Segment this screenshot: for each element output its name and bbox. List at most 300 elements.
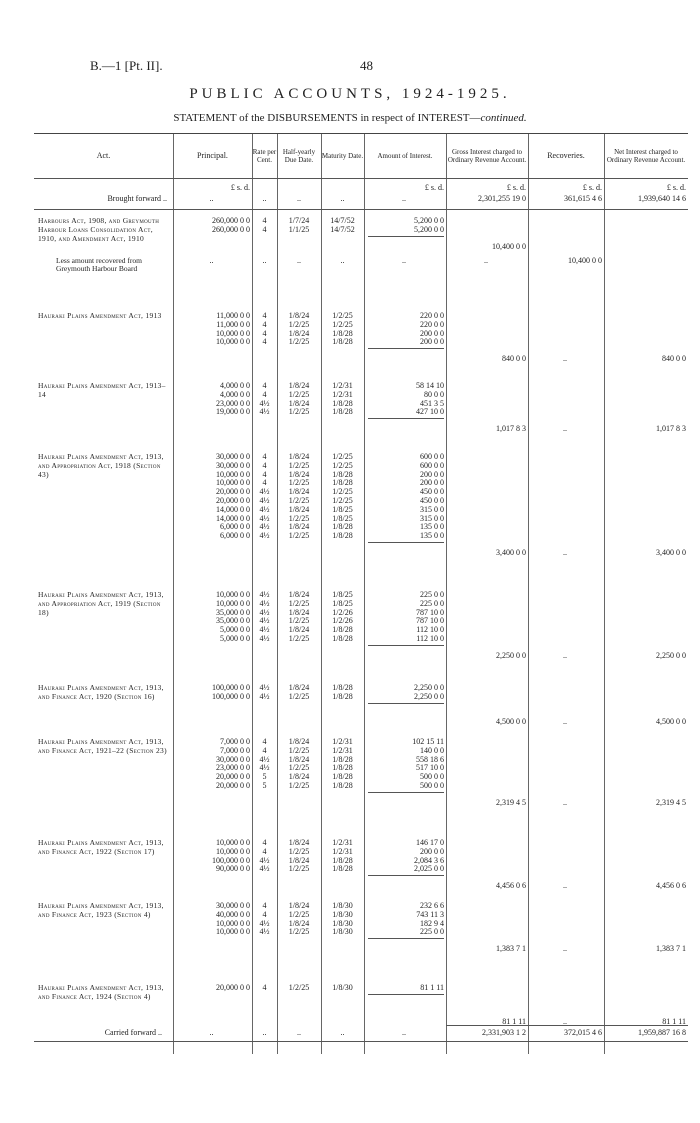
due-date-cell: 1/2/25 <box>288 598 310 608</box>
due-date-cell: 1/8/24 <box>288 504 310 514</box>
principal-cell: 30,000 0 0 <box>216 754 250 764</box>
act-title: Hauraki Plains Amendment Act, 1913–14 <box>38 381 166 399</box>
due-date-cell: 1/8/24 <box>288 918 310 928</box>
page-reference: B.—1 [Pt. II]. <box>90 58 163 73</box>
principal-cell: 20,000 0 0 <box>216 781 250 790</box>
amount-cell: 225 0 0 <box>420 590 444 599</box>
amount-cell: 232 6 6 <box>420 901 444 910</box>
subtotal-rule <box>368 236 444 237</box>
group-gross: 10,400 0 0 <box>492 241 526 251</box>
principal-cell: 7,000 0 0 <box>220 745 250 755</box>
group-recoveries: .. <box>563 650 567 660</box>
brought-forward-rule <box>34 209 688 210</box>
rate-cell: 4½ <box>259 598 270 608</box>
principal-cell: 100,000 0 0 <box>212 691 250 701</box>
maturity-date-cell: 14/7/52 <box>330 224 355 234</box>
placeholder-dots: .. <box>340 194 345 203</box>
col-header-recoveries: Recoveries. <box>547 151 585 160</box>
subtotal-rule <box>368 418 444 419</box>
amount-cell: 200 0 0 <box>420 478 444 488</box>
carried-forward-net: 1,959,887 16 8 <box>638 1028 686 1037</box>
table-bottom-rule <box>34 1041 688 1042</box>
due-date-cell: 1/8/24 <box>288 754 310 764</box>
group-net: 3,400 0 0 <box>656 548 686 557</box>
maturity-date-cell: 1/2/26 <box>332 616 353 626</box>
due-date-cell: 1/2/25 <box>288 513 310 523</box>
rate-cell: 4½ <box>259 634 270 643</box>
group-net: 2,319 4 5 <box>656 797 686 807</box>
principal-cell: 7,000 0 0 <box>220 737 250 746</box>
amount-cell: 450 0 0 <box>420 487 444 497</box>
principal-cell: 10,000 0 0 <box>216 469 250 479</box>
due-date-cell: 1/7/24 <box>288 216 310 225</box>
principal-cell: 19,000 0 0 <box>216 407 250 417</box>
amount-cell: 225 0 0 <box>420 598 444 608</box>
subtotal-rule <box>368 542 444 543</box>
rate-cell: 4 <box>262 460 267 470</box>
principal-cell: 40,000 0 0 <box>216 909 250 919</box>
placeholder-dots: .. <box>402 255 406 265</box>
rate-cell: 5 <box>262 781 267 790</box>
principal-cell: 260,000 0 0 <box>212 224 250 234</box>
principal-cell: 10,000 0 0 <box>216 337 250 347</box>
amount-cell: 500 0 0 <box>420 781 444 790</box>
amount-cell: 450 0 0 <box>420 496 444 505</box>
group-gross: 1,017 8 3 <box>496 424 526 434</box>
amount-cell: 182 9 4 <box>420 918 444 928</box>
page-title: PUBLIC ACCOUNTS, 1924-1925. <box>189 86 511 102</box>
brought-forward-recoveries: 361,615 4 6 <box>564 194 602 203</box>
placeholder-dots: .. <box>297 194 301 203</box>
rate-cell: 4 <box>262 381 267 390</box>
placeholder-dots: .. <box>209 1028 214 1037</box>
rate-cell: 4½ <box>259 754 270 764</box>
col-header-principal: Principal. <box>197 151 228 160</box>
rate-cell: 4½ <box>259 607 270 617</box>
amount-cell: 5,200 0 0 <box>414 224 444 234</box>
group-net: 4,456 0 6 <box>656 881 686 891</box>
amount-cell: 81 1 11 <box>420 983 444 992</box>
due-date-cell: 1/2/25 <box>288 745 310 755</box>
amount-cell: 80 0 0 <box>424 389 444 399</box>
brought-forward-gross: 2,301,255 19 0 <box>478 194 526 203</box>
principal-cell: 4,000 0 0 <box>220 389 250 399</box>
due-date-cell: 1/8/24 <box>288 901 310 910</box>
principal-cell: 20,000 0 0 <box>216 487 250 497</box>
due-date-cell: 1/2/25 <box>288 531 310 541</box>
act-title: Hauraki Plains Amendment Act, 1913 <box>38 311 162 320</box>
maturity-date-cell: 1/8/28 <box>332 407 353 417</box>
maturity-date-cell: 1/2/25 <box>332 460 353 470</box>
rate-cell: 4 <box>262 737 267 746</box>
principal-cell: 100,000 0 0 <box>212 683 250 692</box>
rate-cell: 4½ <box>259 487 270 497</box>
placeholder-dots: .. <box>262 194 267 203</box>
rate-cell: 4 <box>262 216 267 225</box>
principal-cell: 11,000 0 0 <box>216 311 250 320</box>
rate-cell: 4½ <box>259 496 270 505</box>
principal-cell: 20,000 0 0 <box>216 496 250 505</box>
due-date-cell: 1/8/24 <box>288 469 310 479</box>
rate-cell: 4 <box>262 319 267 329</box>
principal-cell: 30,000 0 0 <box>216 452 250 461</box>
carried-forward-gross: 2,331,903 1 2 <box>482 1028 526 1037</box>
rate-cell: 4½ <box>259 927 270 937</box>
due-date-cell: 1/2/25 <box>288 691 310 701</box>
due-date-cell: 1/8/24 <box>288 311 310 320</box>
maturity-date-cell: 1/8/30 <box>332 983 353 992</box>
currency-label-net: £ s. d. <box>666 183 686 192</box>
group-gross: 840 0 0 <box>502 354 526 364</box>
due-date-cell: 1/8/24 <box>288 855 310 865</box>
col-header-gross: Gross Interest charged to Ordinary Revenue Account. <box>447 148 527 164</box>
maturity-date-cell: 1/2/25 <box>332 319 353 329</box>
maturity-date-cell: 1/2/25 <box>332 487 353 497</box>
maturity-date-cell: 1/2/31 <box>332 389 353 399</box>
amount-cell: 5,200 0 0 <box>414 216 444 225</box>
group-gross: 4,456 0 6 <box>496 881 526 891</box>
group-gross: 2,319 4 5 <box>496 797 526 807</box>
rate-cell: 4 <box>262 224 267 234</box>
placeholder-dots: .. <box>209 194 214 203</box>
amount-cell: 315 0 0 <box>420 504 444 514</box>
amount-cell: 743 11 3 <box>416 909 444 919</box>
due-date-cell: 1/8/24 <box>288 625 310 635</box>
principal-cell: 35,000 0 0 <box>216 616 250 626</box>
maturity-date-cell: 1/8/25 <box>332 590 353 599</box>
rate-cell: 4 <box>262 745 267 755</box>
due-date-cell: 1/8/24 <box>288 452 310 461</box>
column-rule <box>604 134 605 1054</box>
maturity-date-cell: 1/8/28 <box>332 469 353 479</box>
carried-forward-label: Carried forward .. <box>104 1028 162 1037</box>
due-date-cell: 1/8/24 <box>288 607 310 617</box>
group-net: 840 0 0 <box>662 354 686 364</box>
due-date-cell: 1/1/25 <box>288 224 310 234</box>
maturity-date-cell: 1/8/28 <box>332 478 353 488</box>
group-net: 81 1 11 <box>662 1017 686 1027</box>
rate-cell: 4 <box>262 469 267 479</box>
group-gross: 2,250 0 0 <box>496 650 526 660</box>
placeholder-dots: .. <box>484 255 488 265</box>
principal-cell: 10,000 0 0 <box>216 478 250 488</box>
maturity-date-cell: 1/8/28 <box>332 522 353 532</box>
principal-cell: 6,000 0 0 <box>220 531 250 541</box>
due-date-cell: 1/8/24 <box>288 398 310 408</box>
amount-cell: 600 0 0 <box>420 452 444 461</box>
amount-cell: 787 10 0 <box>416 616 444 626</box>
maturity-date-cell: 1/8/28 <box>332 754 353 764</box>
maturity-date-cell: 1/8/28 <box>332 781 353 790</box>
maturity-date-cell: 1/8/30 <box>332 918 353 928</box>
principal-cell: 10,000 0 0 <box>216 590 250 599</box>
group-net: 2,250 0 0 <box>656 650 686 660</box>
maturity-date-cell: 1/2/26 <box>332 607 353 617</box>
subtitle-text: STATEMENT of the DISBURSEMENTS in respect of INTEREST— <box>173 112 481 124</box>
maturity-date-cell: 1/8/25 <box>332 504 353 514</box>
page-subtitle <box>0 112 700 124</box>
amount-cell: 146 17 0 <box>416 838 444 847</box>
group-net: 1,017 8 3 <box>656 424 686 434</box>
placeholder-dots: .. <box>297 255 301 265</box>
placeholder-dots: .. <box>340 1028 345 1037</box>
rate-cell: 4½ <box>259 522 270 532</box>
recovery-note: Less amount recovered from Greymouth Harbour Board <box>56 255 143 274</box>
rate-cell: 4 <box>262 311 267 320</box>
principal-cell: 260,000 0 0 <box>212 216 250 225</box>
due-date-cell: 1/2/25 <box>288 634 310 643</box>
maturity-date-cell: 1/2/31 <box>332 838 353 847</box>
col-header-act: Act. <box>96 151 111 160</box>
subtotal-rule <box>368 875 444 876</box>
due-date-cell: 1/8/24 <box>288 522 310 532</box>
due-date-cell: 1/2/25 <box>288 337 310 347</box>
act-title: Hauraki Plains Amendment Act, 1913, and Finance Act, 1924 (Section 4) <box>38 983 164 1001</box>
col-header-net: Net Interest charged to Ordinary Revenue Account. <box>606 148 686 164</box>
group-recoveries: .. <box>563 881 567 891</box>
due-date-cell: 1/2/25 <box>288 389 310 399</box>
due-date-cell: 1/8/24 <box>288 381 310 390</box>
maturity-date-cell: 14/7/52 <box>330 216 355 225</box>
principal-cell: 20,000 0 0 <box>216 772 250 782</box>
rate-cell: 4 <box>262 983 267 992</box>
principal-cell: 10,000 0 0 <box>216 598 250 608</box>
rate-cell: 4½ <box>259 504 270 514</box>
placeholder-dots: .. <box>402 1028 406 1037</box>
due-date-cell: 1/8/24 <box>288 590 310 599</box>
principal-cell: 6,000 0 0 <box>220 522 250 532</box>
subtotal-rule <box>368 792 444 793</box>
principal-cell: 5,000 0 0 <box>220 634 250 643</box>
rate-cell: 4 <box>262 478 267 488</box>
due-date-cell: 1/8/24 <box>288 737 310 746</box>
act-title: Hauraki Plains Amendment Act, 1913, and Finance Act, 1922 (Section 17) <box>38 838 164 856</box>
currency-label-gross: £ s. d. <box>506 183 526 192</box>
principal-cell: 90,000 0 0 <box>216 864 250 874</box>
maturity-date-cell: 1/8/28 <box>332 398 353 408</box>
due-date-cell: 1/8/24 <box>288 838 310 847</box>
header-rule <box>34 178 688 179</box>
act-title: Hauraki Plains Amendment Act, 1913, and Appropriation Act, 1918 (Section 43) <box>38 452 164 479</box>
group-recoveries: .. <box>563 944 567 954</box>
rate-cell: 4 <box>262 901 267 910</box>
subtotal-rule <box>368 938 444 939</box>
maturity-date-cell: 1/8/30 <box>332 909 353 919</box>
placeholder-dots: .. <box>340 255 345 265</box>
maturity-date-cell: 1/8/30 <box>332 901 353 910</box>
amount-cell: 200 0 0 <box>420 469 444 479</box>
group-net: 4,500 0 0 <box>656 717 686 727</box>
rate-cell: 4½ <box>259 407 270 417</box>
maturity-date-cell: 1/2/25 <box>332 496 353 505</box>
principal-cell: 100,000 0 0 <box>212 855 250 865</box>
subtotal-rule <box>368 348 444 349</box>
due-date-cell: 1/2/25 <box>288 781 310 790</box>
subtotal-rule <box>368 994 444 995</box>
carried-forward-rule <box>446 1025 688 1026</box>
maturity-date-cell: 1/8/28 <box>332 328 353 338</box>
brought-forward-net: 1,939,640 14 6 <box>638 194 686 203</box>
amount-cell: 220 0 0 <box>420 311 444 320</box>
act-title: Hauraki Plains Amendment Act, 1913, and Finance Act, 1920 (Section 16) <box>38 683 164 701</box>
amount-cell: 2,250 0 0 <box>414 683 444 692</box>
due-date-cell: 1/2/25 <box>288 763 310 773</box>
amount-cell: 517 10 0 <box>416 763 444 773</box>
rate-cell: 4½ <box>259 513 270 523</box>
group-gross: 1,383 7 1 <box>496 944 526 954</box>
rate-cell: 4½ <box>259 531 270 541</box>
rate-cell: 4½ <box>259 763 270 773</box>
principal-cell: 10,000 0 0 <box>216 838 250 847</box>
rate-cell: 4 <box>262 328 267 338</box>
amount-cell: 135 0 0 <box>420 522 444 532</box>
principal-cell: 14,000 0 0 <box>216 504 250 514</box>
placeholder-dots: .. <box>297 1028 301 1037</box>
maturity-date-cell: 1/8/28 <box>332 625 353 635</box>
column-rule <box>446 134 447 1054</box>
subtotal-rule <box>368 703 444 704</box>
due-date-cell: 1/2/25 <box>288 407 310 417</box>
due-date-cell: 1/2/25 <box>288 460 310 470</box>
maturity-date-cell: 1/8/25 <box>332 513 353 523</box>
act-title: Harbours Act, 1908, and Greymouth Harbour Loans Consolidation Act, 1910, and Amendment Act, 1910 <box>38 216 160 243</box>
amount-cell: 200 0 0 <box>420 328 444 338</box>
rate-cell: 4½ <box>259 683 270 692</box>
amount-cell: 112 10 0 <box>416 634 444 643</box>
currency-label-principal: £ s. d. <box>230 183 250 192</box>
group-recoveries: .. <box>563 797 567 807</box>
placeholder-dots: .. <box>209 255 214 265</box>
maturity-date-cell: 1/8/28 <box>332 864 353 874</box>
group-recoveries: .. <box>563 717 567 727</box>
rate-cell: 4 <box>262 389 267 399</box>
group-recoveries: .. <box>563 424 567 434</box>
amount-cell: 500 0 0 <box>420 772 444 782</box>
maturity-date-cell: 1/2/25 <box>332 311 353 320</box>
amount-cell: 135 0 0 <box>420 531 444 541</box>
amount-cell: 315 0 0 <box>420 513 444 523</box>
maturity-date-cell: 1/8/28 <box>332 337 353 347</box>
maturity-date-cell: 1/2/25 <box>332 452 353 461</box>
amount-cell: 558 18 6 <box>416 754 444 764</box>
maturity-date-cell: 1/8/28 <box>332 531 353 541</box>
group-recoveries: .. <box>563 1017 567 1027</box>
principal-cell: 30,000 0 0 <box>216 901 250 910</box>
placeholder-dots: .. <box>262 255 267 265</box>
currency-label-amount: £ s. d. <box>424 183 444 192</box>
rate-cell: 4½ <box>259 616 270 626</box>
recovery-amount: 10,400 0 0 <box>568 255 602 265</box>
amount-cell: 2,084 3 6 <box>414 855 444 865</box>
maturity-date-cell: 1/8/28 <box>332 683 353 692</box>
due-date-cell: 1/2/25 <box>288 927 310 937</box>
amount-cell: 451 3 5 <box>420 398 444 408</box>
principal-cell: 30,000 0 0 <box>216 460 250 470</box>
amount-cell: 200 0 0 <box>420 337 444 347</box>
placeholder-dots: .. <box>402 194 406 203</box>
page-header <box>0 58 700 78</box>
group-gross: 81 1 11 <box>502 1017 526 1027</box>
rate-cell: 4½ <box>259 398 270 408</box>
rate-cell: 4½ <box>259 855 270 865</box>
principal-cell: 4,000 0 0 <box>220 381 250 390</box>
rate-cell: 4½ <box>259 590 270 599</box>
due-date-cell: 1/2/25 <box>288 496 310 505</box>
amount-cell: 225 0 0 <box>420 927 444 937</box>
due-date-cell: 1/8/24 <box>288 683 310 692</box>
rate-cell: 4 <box>262 838 267 847</box>
maturity-date-cell: 1/8/28 <box>332 763 353 773</box>
maturity-date-cell: 1/8/28 <box>332 772 353 782</box>
amount-cell: 102 15 11 <box>412 737 444 746</box>
due-date-cell: 1/2/25 <box>288 616 310 626</box>
principal-cell: 10,000 0 0 <box>216 328 250 338</box>
maturity-date-cell: 1/2/31 <box>332 737 353 746</box>
due-date-cell: 1/8/24 <box>288 328 310 338</box>
col-header-maturity-date: Maturity Date. <box>321 152 364 160</box>
col-header-rate: Rate per Cent. <box>252 148 277 164</box>
col-header-amount: Amount of Interest. <box>377 152 433 160</box>
amount-cell: 427 10 0 <box>416 407 444 417</box>
principal-cell: 10,000 0 0 <box>216 918 250 928</box>
maturity-date-cell: 1/2/31 <box>332 381 353 390</box>
rate-cell: 4 <box>262 909 267 919</box>
subtotal-rule <box>368 645 444 646</box>
placeholder-dots: .. <box>262 1028 267 1037</box>
rate-cell: 5 <box>262 772 267 782</box>
maturity-date-cell: 1/2/31 <box>332 846 353 856</box>
subtitle-continued: continued. <box>480 112 527 124</box>
amount-cell: 2,025 0 0 <box>414 864 444 874</box>
amount-cell: 600 0 0 <box>420 460 444 470</box>
carried-forward-recoveries: 372,015 4 6 <box>564 1028 602 1037</box>
brought-forward-label: Brought forward .. <box>107 194 167 203</box>
due-date-cell: 1/8/24 <box>288 772 310 782</box>
rate-cell: 4½ <box>259 625 270 635</box>
due-date-cell: 1/2/25 <box>288 319 310 329</box>
principal-cell: 35,000 0 0 <box>216 607 250 617</box>
due-date-cell: 1/2/25 <box>288 478 310 488</box>
group-net: 1,383 7 1 <box>656 944 686 954</box>
group-recoveries: .. <box>563 548 567 557</box>
due-date-cell: 1/2/25 <box>288 864 310 874</box>
group-gross: 3,400 0 0 <box>496 548 526 557</box>
principal-cell: 20,000 0 0 <box>216 983 250 992</box>
maturity-date-cell: 1/8/25 <box>332 598 353 608</box>
amount-cell: 112 10 0 <box>416 625 444 635</box>
group-recoveries: .. <box>563 354 567 364</box>
rate-cell: 4½ <box>259 918 270 928</box>
rate-cell: 4½ <box>259 864 270 874</box>
currency-label-recoveries: £ s. d. <box>582 183 602 192</box>
act-title: Hauraki Plains Amendment Act, 1913, and Appropriation Act, 1919 (Section 18) <box>38 590 164 617</box>
principal-cell: 5,000 0 0 <box>220 625 250 635</box>
principal-cell: 14,000 0 0 <box>216 513 250 523</box>
amount-cell: 200 0 0 <box>420 846 444 856</box>
maturity-date-cell: 1/2/31 <box>332 745 353 755</box>
amount-cell: 140 0 0 <box>420 745 444 755</box>
disbursements-table <box>34 133 688 1054</box>
principal-cell: 10,000 0 0 <box>216 927 250 937</box>
amount-cell: 787 10 0 <box>416 607 444 617</box>
maturity-date-cell: 1/8/30 <box>332 927 353 937</box>
act-title: Hauraki Plains Amendment Act, 1913, and Finance Act, 1923 (Section 4) <box>38 901 164 919</box>
principal-cell: 10,000 0 0 <box>216 846 250 856</box>
amount-cell: 58 14 10 <box>416 381 444 390</box>
maturity-date-cell: 1/8/28 <box>332 691 353 701</box>
principal-cell: 11,000 0 0 <box>216 319 250 329</box>
rate-cell: 4½ <box>259 691 270 701</box>
